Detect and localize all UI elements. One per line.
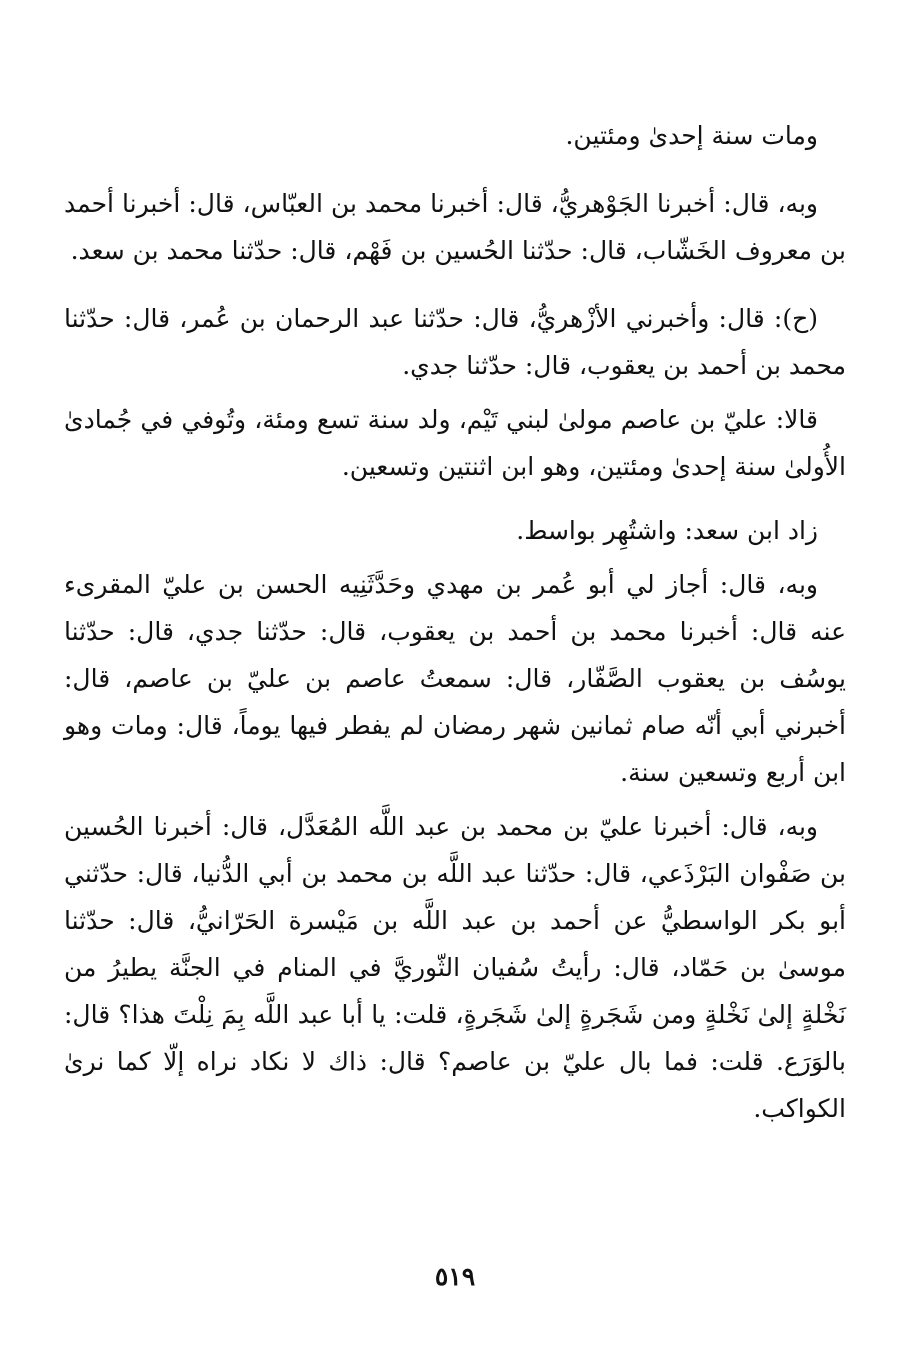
paragraph-thawri-dream: وبه، قال: أخبرنا عليّ بن محمد بن عبد اللَّه المُعَدَّل، قال: أخبرنا الحُسين بن صَفْوان البَرْذَعي، قال: حدّثنا عبد اللَّه بن محمد بن أبي الدُّنيا، قال: حدّثني أبو بكر الواسطيُّ عن أحمد بن عبد اللَّه بن مَيْسرة الحَرّانيُّ، قال: حدّثنا موسىٰ بن حَمّاد، قال: رأيتُ سُفيان الثّوريَّ في المنام في الجنَّة يطيرُ من نَخْلةٍ إلىٰ نَخْلةٍ ومن شَجَرةٍ إلىٰ شَجَرةٍ، قلت: يا أبا عبد اللَّه بِمَ نِلْتَ هذا؟ قال: بالوَرَع. قلت: فما بال عليّ بن عاصم؟ قال: ذاك لا نكاد نراه إلّا كما نرىٰ الكواكب. <box>64 812 846 1123</box>
paragraph-ibn-saad-addition: زاد ابن سعد: واشتُهِر بواسط. <box>516 516 818 545</box>
paragraph-death-year: ومات سنة إحدىٰ ومئتين. <box>565 121 818 150</box>
paragraph-isnad-azhari: (ح): قال: وأخبرني الأزْهريُّ، قال: حدّثنا عبد الرحمان بن عُمر، قال: حدّثنا محمد بن أحمد بن يعقوب، قال: حدّثنا جدي. <box>64 304 846 380</box>
paragraph-ramadan-fasting: وبه، قال: أجاز لي أبو عُمر بن مهدي وحَدَّثَنِيه الحسن بن عليّ المقرىء عنه قال: أخبرنا محمد بن أحمد بن يعقوب، قال: حدّثنا جدي، قال: حدّثنا يوسُف بن يعقوب الصَّفّار، قال: سمعتُ عاصم بن عليّ بن عاصم، قال: أخبرني أبي أنّه صام ثمانين شهر رمضان لم يفطر فيها يوماً، قال: ومات وهو ابن أربع وتسعين سنة. <box>64 570 847 787</box>
paragraph-biography: قالا: عليّ بن عاصم مولىٰ لبني تَيْم، ولد سنة تسع ومئة، وتُوفي في جُمادىٰ الأُولىٰ سنة إحدىٰ ومئتين، وهو ابن اثنتين وتسعين. <box>64 405 846 481</box>
paragraph-isnad-jawhari: وبه، قال: أخبرنا الجَوْهريُّ، قال: أخبرنا محمد بن العبّاس، قال: أخبرنا أحمد بن معروف الخَشّاب، قال: حدّثنا الحُسين بن فَهْم، قال: حدّثنا محمد بن سعد. <box>64 189 846 265</box>
page-number: ٥١٩ <box>434 1262 476 1291</box>
